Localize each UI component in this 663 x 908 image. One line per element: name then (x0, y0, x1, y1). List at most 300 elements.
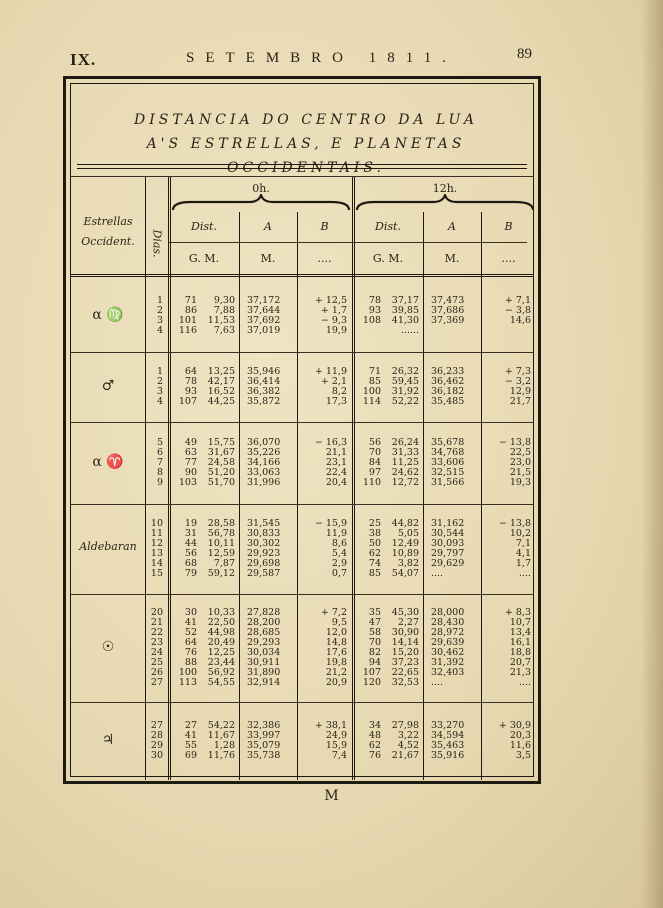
dist0-degrees: 31 (184, 528, 197, 539)
dist0-minutes: 28,58 (207, 518, 235, 529)
a12-value: 36,462 (431, 376, 465, 387)
dist0-degrees: 88 (184, 657, 197, 668)
b0-value: 9,5 (331, 617, 347, 628)
dist0-minutes: 56,92 (207, 667, 235, 678)
group-name: Aldebaran (79, 540, 137, 553)
a12-value: 36,182 (431, 386, 465, 397)
dist12-minutes: 12,49 (391, 538, 419, 549)
b0-value: 23,1 (325, 457, 347, 468)
day-number: 12 (150, 538, 163, 549)
dist0-degrees: 100 (178, 667, 197, 678)
b0-value: 8,2 (331, 386, 347, 397)
day-number: 13 (150, 548, 163, 559)
b0-value: + 12,5 (314, 295, 347, 306)
dist0-degrees: 64 (184, 366, 197, 377)
day-number: 21 (150, 617, 163, 628)
dist12-degrees: 74 (368, 558, 381, 569)
b0-value: 14,8 (325, 637, 347, 648)
dist0-degrees: 49 (184, 437, 197, 448)
b12-value: 4,1 (515, 548, 531, 559)
a0-value: 29,587 (247, 568, 281, 579)
b0-value: 19,9 (325, 325, 347, 336)
dist0-degrees: 56 (184, 548, 197, 559)
unit-m-0: M. (260, 252, 276, 265)
a0-value: 35,079 (247, 740, 281, 751)
header-a-0: A (264, 220, 272, 233)
table-title-line-2: A'S ESTRELLAS, E PLANETAS OCCIDENTAIS. (146, 136, 466, 176)
dist12-degrees: 85 (368, 376, 381, 387)
day-number: 5 (156, 437, 163, 448)
day-number: 24 (150, 647, 163, 658)
col-line-a0 (297, 212, 298, 780)
dist0-degrees: 71 (184, 295, 197, 306)
a0-value: 36,070 (247, 437, 281, 448)
b0-value: 19,8 (325, 657, 347, 668)
day-number: 1 (156, 295, 163, 306)
a0-value: 33,997 (247, 730, 281, 741)
b12-value: 13,4 (509, 627, 531, 638)
dist12-degrees: 58 (368, 627, 381, 638)
day-number: 10 (150, 518, 163, 529)
b12-value: .... (518, 677, 531, 688)
dist12-minutes: 10,89 (391, 548, 419, 559)
a0-value: 31,545 (247, 518, 281, 529)
dist12-minutes: 21,67 (391, 750, 419, 761)
header-unit-rule (169, 242, 527, 243)
table-title (71, 108, 541, 180)
day-number: 1 (156, 366, 163, 377)
a12-value: 35,916 (431, 750, 465, 761)
dist0-minutes: 11,53 (207, 315, 235, 326)
day-number: 26 (150, 667, 163, 678)
a12-value: .... (431, 677, 444, 688)
a12-value: 37,473 (431, 295, 465, 306)
a0-value: 36,382 (247, 386, 281, 397)
dist12-degrees: 114 (362, 396, 381, 407)
b12-value: 21,7 (509, 396, 531, 407)
a0-value: 30,833 (247, 528, 281, 539)
dist12-degrees: 76 (368, 750, 381, 761)
b12-value: + 7,1 (504, 295, 531, 306)
day-number: 8 (156, 467, 163, 478)
a12-value: 35,678 (431, 437, 465, 448)
dist12-minutes: 26,24 (391, 437, 419, 448)
dist0-degrees: 113 (178, 677, 197, 688)
unit-gm-12: G. M. (372, 252, 404, 265)
b0-value: 24,9 (325, 730, 347, 741)
group-separator (71, 702, 533, 703)
group-separator (71, 504, 533, 505)
dist12-degrees: 56 (368, 437, 381, 448)
a0-value: 35,738 (247, 750, 281, 761)
a12-value: 29,629 (431, 558, 465, 569)
dist0-minutes: 12,25 (207, 647, 235, 658)
a12-value: 32,403 (431, 667, 465, 678)
a12-value: 35,485 (431, 396, 465, 407)
dist12-minutes: 37,23 (391, 657, 419, 668)
b12-value: 22,5 (509, 447, 531, 458)
dist12-minutes: 31,33 (391, 447, 419, 458)
b12-value: 20,3 (509, 730, 531, 741)
b0-value: 20,9 (325, 677, 347, 688)
header-days: Dias. (150, 229, 164, 258)
header-a-12: A (448, 220, 456, 233)
b12-value: 18,8 (509, 647, 531, 658)
table-title-line-1: DISTANCIA DO CENTRO DA LUA (133, 112, 479, 128)
b0-value: 21,2 (325, 667, 347, 678)
dist0-degrees: 86 (184, 305, 197, 316)
day-number: 30 (150, 750, 163, 761)
day-number: 29 (150, 740, 163, 751)
header-top-rule (71, 176, 533, 177)
a0-value: 29,698 (247, 558, 281, 569)
header-b-12: B (504, 220, 513, 233)
header-stars: Estrellas Occident. (81, 215, 135, 248)
b12-value: 12,9 (509, 386, 531, 397)
b12-value: 21,3 (509, 667, 531, 678)
dist12-degrees: 50 (368, 538, 381, 549)
group-name: ♂ (101, 378, 115, 394)
dist0-degrees: 30 (184, 607, 197, 618)
a12-value: 34,594 (431, 730, 465, 741)
group-name: α ♍ (92, 307, 124, 323)
a12-value: 33,270 (431, 720, 465, 731)
dist12-degrees: 25 (368, 518, 381, 529)
dist12-degrees: 94 (368, 657, 381, 668)
a12-value: 28,430 (431, 617, 465, 628)
brace-hour-12 (355, 194, 535, 212)
dist0-degrees: 64 (184, 637, 197, 648)
dist12-degrees: 47 (368, 617, 381, 628)
table-frame (63, 76, 541, 784)
dist0-minutes: 16,52 (207, 386, 235, 397)
title-rule-top (77, 164, 527, 165)
b0-value: 22,4 (325, 467, 347, 478)
dist0-minutes: 42,17 (207, 376, 235, 387)
day-number: 9 (156, 477, 163, 488)
dist0-minutes: 1,28 (213, 740, 235, 751)
dist0-degrees: 68 (184, 558, 197, 569)
dist12-minutes: 30,90 (391, 627, 419, 638)
dist0-minutes: 7,63 (213, 325, 235, 336)
dist12-degrees: 70 (368, 447, 381, 458)
dist0-minutes: 11,76 (207, 750, 235, 761)
col-line-dist12 (423, 212, 424, 780)
a12-value: 33,606 (431, 457, 465, 468)
dist0-degrees: 103 (178, 477, 197, 488)
a12-value: .... (431, 568, 444, 579)
dist0-minutes: 7,87 (213, 558, 235, 569)
a0-value: 37,019 (247, 325, 281, 336)
a0-value: 30,034 (247, 647, 281, 658)
col-line-dist0 (239, 212, 240, 780)
dist0-minutes: 11,67 (207, 730, 235, 741)
b0-value: + 1,7 (320, 305, 347, 316)
dist12-minutes: ...... (400, 325, 419, 336)
day-number: 25 (150, 657, 163, 668)
b12-value: 20,7 (509, 657, 531, 668)
a0-value: 37,644 (247, 305, 281, 316)
day-number: 14 (150, 558, 163, 569)
a12-value: 34,768 (431, 447, 465, 458)
dist12-minutes: 12,72 (391, 477, 419, 488)
b0-value: 7,4 (331, 750, 347, 761)
b0-value: − 15,9 (314, 518, 347, 529)
a12-value: 30,093 (431, 538, 465, 549)
day-number: 15 (150, 568, 163, 579)
dist12-minutes: 3,22 (397, 730, 419, 741)
a0-value: 34,166 (247, 457, 281, 468)
b0-value: + 38,1 (314, 720, 347, 731)
group-separator (71, 352, 533, 353)
dist12-degrees: 62 (368, 740, 381, 751)
dist12-degrees: 97 (368, 467, 381, 478)
day-number: 27 (150, 720, 163, 731)
unit-dots-0: .... (317, 252, 332, 265)
day-number: 6 (156, 447, 163, 458)
unit-gm-0: G. M. (188, 252, 220, 265)
day-number: 11 (150, 528, 163, 539)
a0-value: 32,386 (247, 720, 281, 731)
dist12-minutes: 41,30 (391, 315, 419, 326)
day-number: 22 (150, 627, 163, 638)
dist12-minutes: 4,52 (397, 740, 419, 751)
dist12-minutes: 26,32 (391, 366, 419, 377)
dist0-degrees: 79 (184, 568, 197, 579)
a12-value: 30,544 (431, 528, 465, 539)
a12-value: 28,972 (431, 627, 465, 638)
dist12-minutes: 27,98 (391, 720, 419, 731)
a12-value: 37,369 (431, 315, 465, 326)
dist0-degrees: 93 (184, 386, 197, 397)
a0-value: 30,911 (247, 657, 281, 668)
dist12-minutes: 31,92 (391, 386, 419, 397)
dist0-degrees: 55 (184, 740, 197, 751)
a0-value: 31,890 (247, 667, 281, 678)
dist0-minutes: 9,30 (213, 295, 235, 306)
table-inner-frame (70, 83, 534, 777)
b0-value: − 9,3 (320, 315, 347, 326)
b12-value: 14,6 (509, 315, 531, 326)
dist12-minutes: 37,17 (391, 295, 419, 306)
day-number: 3 (156, 315, 163, 326)
a12-value: 28,000 (431, 607, 465, 618)
group-separator (71, 422, 533, 423)
group-separator (71, 594, 533, 595)
dist12-minutes: 45,30 (391, 607, 419, 618)
dist0-minutes: 51,70 (207, 477, 235, 488)
dist12-minutes: 39,85 (391, 305, 419, 316)
day-number: 7 (156, 457, 163, 468)
dist0-minutes: 15,75 (207, 437, 235, 448)
b0-value: 0,7 (331, 568, 347, 579)
dist12-degrees: 100 (362, 386, 381, 397)
b0-value: 15,9 (325, 740, 347, 751)
a12-value: 37,686 (431, 305, 465, 316)
dist12-minutes: 59,45 (391, 376, 419, 387)
dist12-minutes: 52,22 (391, 396, 419, 407)
dist12-minutes: 3,82 (397, 558, 419, 569)
dist0-minutes: 10,11 (207, 538, 235, 549)
header-hour-0: 0h. (252, 182, 270, 195)
a0-value: 28,685 (247, 627, 281, 638)
dist12-minutes: 5,05 (397, 528, 419, 539)
dist0-degrees: 63 (184, 447, 197, 458)
dist12-degrees: 82 (368, 647, 381, 658)
b12-value: 1,7 (515, 558, 531, 569)
dist12-minutes: 32,53 (391, 677, 419, 688)
b12-value: + 7,3 (504, 366, 531, 377)
b12-value: − 13,8 (498, 518, 531, 529)
b12-value: − 3,8 (504, 305, 531, 316)
dist12-degrees: 120 (362, 677, 381, 688)
b12-value: 21,5 (509, 467, 531, 478)
b12-value: 11,6 (509, 740, 531, 751)
dist0-degrees: 90 (184, 467, 197, 478)
b12-value: 19,3 (509, 477, 531, 488)
unit-m-12: M. (444, 252, 460, 265)
dist12-minutes: 15,20 (391, 647, 419, 658)
b12-value: 16,1 (509, 637, 531, 648)
a0-value: 35,946 (247, 366, 281, 377)
a0-value: 28,200 (247, 617, 281, 628)
a0-value: 32,914 (247, 677, 281, 688)
a0-value: 37,172 (247, 295, 281, 306)
day-number: 4 (156, 396, 163, 407)
dist0-degrees: 76 (184, 647, 197, 658)
b0-value: 2,9 (331, 558, 347, 569)
a12-value: 29,797 (431, 548, 465, 559)
col-line-days (168, 176, 171, 780)
dist12-degrees: 48 (368, 730, 381, 741)
b12-value: + 30,9 (498, 720, 531, 731)
b0-value: 21,1 (325, 447, 347, 458)
dist0-minutes: 7,88 (213, 305, 235, 316)
day-number: 2 (156, 376, 163, 387)
dist0-minutes: 31,67 (207, 447, 235, 458)
a12-value: 29,639 (431, 637, 465, 648)
b12-value: − 3,2 (504, 376, 531, 387)
dist0-degrees: 78 (184, 376, 197, 387)
a0-value: 35,226 (247, 447, 281, 458)
dist12-degrees: 38 (368, 528, 381, 539)
brace-hour-0 (171, 194, 351, 212)
page-number: 89 (517, 46, 532, 62)
dist0-minutes: 44,25 (207, 396, 235, 407)
page-footer-signature: M (324, 788, 339, 804)
dist12-degrees: 85 (368, 568, 381, 579)
b0-value: 5,4 (331, 548, 347, 559)
a0-value: 29,923 (247, 548, 281, 559)
dist0-degrees: 107 (178, 396, 197, 407)
b12-value: .... (518, 568, 531, 579)
dist12-degrees: 110 (362, 477, 381, 488)
b0-value: + 7,2 (320, 607, 347, 618)
dist12-degrees: 71 (368, 366, 381, 377)
b12-value: 10,2 (509, 528, 531, 539)
day-number: 2 (156, 305, 163, 316)
dist0-minutes: 54,22 (207, 720, 235, 731)
b0-value: 12,0 (325, 627, 347, 638)
group-name: ♃ (101, 732, 115, 748)
b0-value: 8,6 (331, 538, 347, 549)
a0-value: 36,414 (247, 376, 281, 387)
dist0-minutes: 13,25 (207, 366, 235, 377)
group-name: ☉ (101, 639, 115, 655)
a0-value: 27,828 (247, 607, 281, 618)
dist12-minutes: 2,27 (397, 617, 419, 628)
dist0-minutes: 23,44 (207, 657, 235, 668)
dist0-minutes: 51,20 (207, 467, 235, 478)
a0-value: 30,302 (247, 538, 281, 549)
dist12-degrees: 107 (362, 667, 381, 678)
dist0-minutes: 44,98 (207, 627, 235, 638)
dist0-minutes: 22,50 (207, 617, 235, 628)
dist12-degrees: 84 (368, 457, 381, 468)
page-header (70, 46, 532, 74)
day-number: 4 (156, 325, 163, 336)
b12-value: 3,5 (515, 750, 531, 761)
b0-value: 17,6 (325, 647, 347, 658)
dist0-degrees: 77 (184, 457, 197, 468)
b0-value: 20,4 (325, 477, 347, 488)
a12-value: 30,462 (431, 647, 465, 658)
dist12-degrees: 93 (368, 305, 381, 316)
header-hour-12: 12h. (432, 182, 458, 195)
dist12-minutes: 24,62 (391, 467, 419, 478)
day-number: 3 (156, 386, 163, 397)
a12-value: 36,233 (431, 366, 465, 377)
a12-value: 31,392 (431, 657, 465, 668)
dist12-minutes: 14,14 (391, 637, 419, 648)
dist12-degrees: 70 (368, 637, 381, 648)
a0-value: 37,692 (247, 315, 281, 326)
a12-value: 32,515 (431, 467, 465, 478)
dist0-degrees: 101 (178, 315, 197, 326)
dist0-minutes: 10,33 (207, 607, 235, 618)
a12-value: 31,566 (431, 477, 465, 488)
b0-value: + 2,1 (320, 376, 347, 387)
header-dist-12: Dist. (375, 220, 401, 233)
dist0-minutes: 56,78 (207, 528, 235, 539)
dist0-degrees: 44 (184, 538, 197, 549)
dist0-degrees: 116 (178, 325, 197, 336)
dist0-minutes: 20,49 (207, 637, 235, 648)
dist0-degrees: 41 (184, 730, 197, 741)
b0-value: 11,9 (325, 528, 347, 539)
dist12-minutes: 54,07 (391, 568, 419, 579)
dist12-minutes: 22,65 (391, 667, 419, 678)
page-running-title: SETEMBRO 1811. (186, 50, 457, 66)
dist0-minutes: 24,58 (207, 457, 235, 468)
title-rule-bottom (77, 168, 527, 169)
b12-value: 23,0 (509, 457, 531, 468)
header-b-0: B (320, 220, 329, 233)
b0-value: + 11,9 (314, 366, 347, 377)
dist0-degrees: 27 (184, 720, 197, 731)
dist12-degrees: 35 (368, 607, 381, 618)
dist12-degrees: 78 (368, 295, 381, 306)
dist0-minutes: 12,59 (207, 548, 235, 559)
b12-value: + 8,3 (504, 607, 531, 618)
dist12-minutes: 44,82 (391, 518, 419, 529)
a0-value: 29,293 (247, 637, 281, 648)
page-edge-shadow (641, 0, 663, 908)
a0-value: 35,872 (247, 396, 281, 407)
day-number: 27 (150, 677, 163, 688)
dist12-degrees: 108 (362, 315, 381, 326)
day-number: 28 (150, 730, 163, 741)
